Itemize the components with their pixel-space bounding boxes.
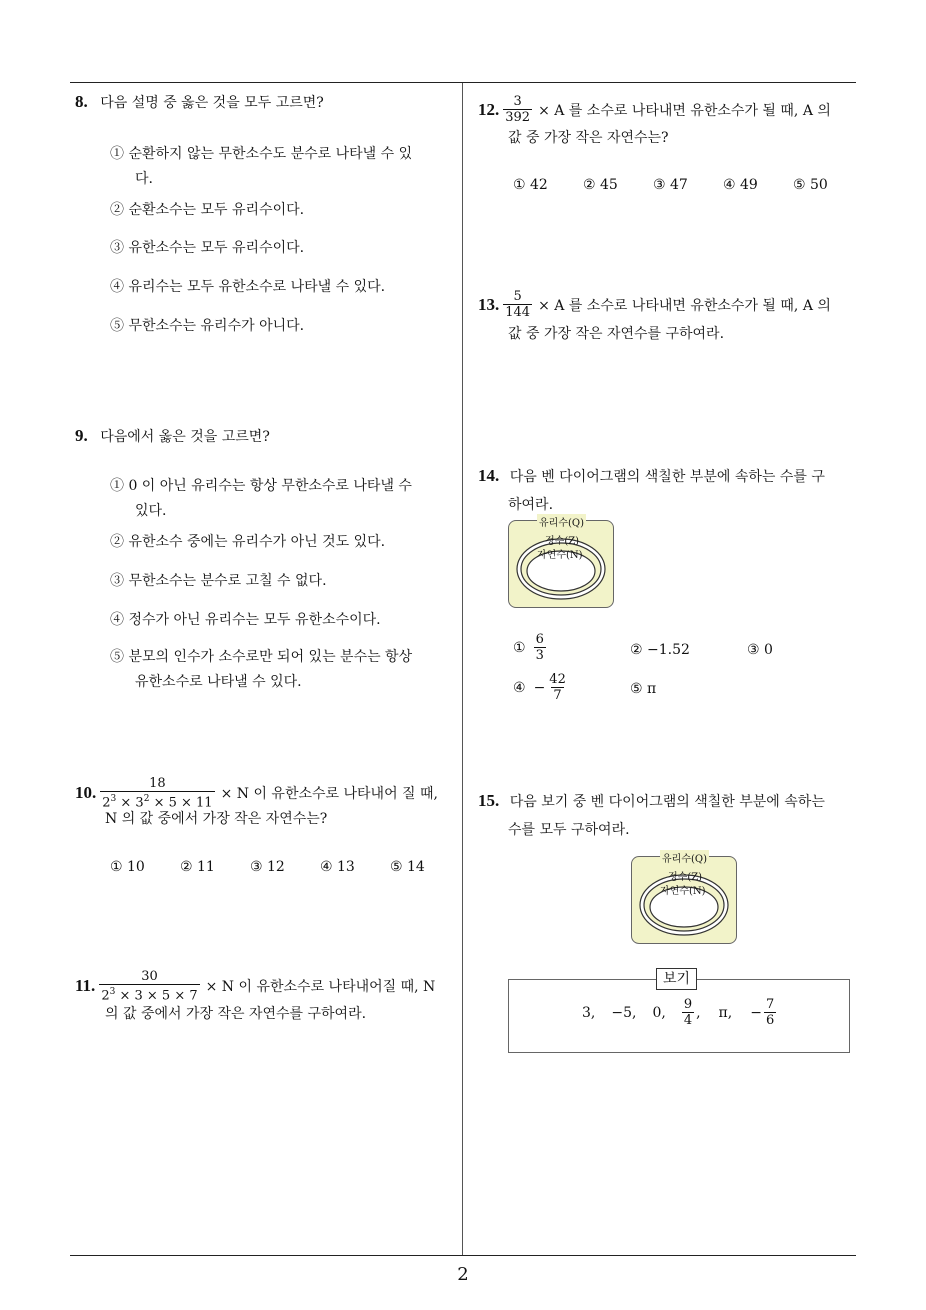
page-number: 2 xyxy=(457,1264,469,1285)
question-11 xyxy=(75,969,435,1003)
q8-option-1[interactable]: ① 순환하지 않는 무한소수도 분수로 나타낼 수 있 다. xyxy=(110,146,413,187)
question-fraction: $\frac{18}{2^3 \times 3^2 \times 5 \times 11}$ xyxy=(102,776,213,811)
fraction: $\frac{42}{7}$ xyxy=(549,672,566,703)
question-text: 다음에서 옳은 것을 고르면? xyxy=(100,429,270,445)
q8-option-5[interactable]: ⑤ 무한소수는 유리수가 아니다. xyxy=(110,318,305,334)
question-fraction: $\frac{5}{144}$ xyxy=(505,289,531,320)
question-number: 11. xyxy=(75,976,96,996)
question-number: 15. xyxy=(478,791,500,810)
bogi-value: 3, xyxy=(582,1004,596,1021)
question-fraction: $\frac{3}{392}$ xyxy=(505,94,531,125)
venn-label-integer: 정수(Z) xyxy=(545,536,580,547)
venn-label-natural: 자연수(N) xyxy=(537,550,583,561)
question-number: 12. xyxy=(478,99,500,119)
q10-option-2[interactable]: ② 11 xyxy=(180,859,215,875)
q10-option-4[interactable]: ④ 13 xyxy=(320,859,355,875)
q10-option-3[interactable]: ③ 12 xyxy=(250,859,285,875)
fraction: $\frac{6}{3}$ xyxy=(535,632,544,663)
question-12-line2: 값 중 가장 작은 자연수는? xyxy=(508,130,669,146)
question-text: × N 이 유한소수로 나타내어질 때, N xyxy=(205,979,436,996)
question-text: 다음 벤 다이어그램의 색칠한 부분에 속하는 수를 구 xyxy=(509,469,825,485)
q14-option-2[interactable]: ② −1.52 xyxy=(630,642,690,658)
q12-option-1[interactable]: ① 42 xyxy=(513,177,548,193)
bogi-values: 3, −5, 0, $\frac{9}{4}$ , π, − $\frac{7}{6}$ xyxy=(582,997,775,1028)
q8-option-4[interactable]: ④ 유리수는 모두 유한소수로 나타낼 수 있다. xyxy=(110,279,386,295)
question-number: 14. xyxy=(478,466,500,485)
venn-label-rational: 유리수(Q) xyxy=(537,514,586,529)
question-13 xyxy=(478,289,831,320)
question-text: 다음 설명 중 옳은 것을 모두 고르면? xyxy=(100,95,324,111)
q14-option-4[interactable]: ④ − $\frac{42}{7}$ xyxy=(513,672,566,703)
question-number: 10. xyxy=(75,783,97,803)
question-number: 8. xyxy=(75,92,88,111)
question-8 xyxy=(75,92,324,112)
q9-option-5[interactable]: ⑤ 분모의 인수가 소수로만 되어 있는 분수는 항상 유한소수로 나타낼 수 있다. xyxy=(110,649,413,690)
question-10 xyxy=(75,776,438,810)
question-text: 다음 보기 중 벤 다이어그램의 색칠한 부분에 속하는 xyxy=(509,794,825,810)
venn-label-natural: 자연수(N) xyxy=(660,886,706,897)
bottom-rule xyxy=(70,1255,856,1256)
question-number: 13. xyxy=(478,294,500,314)
venn-label-integer: 정수(Z) xyxy=(668,872,703,883)
fraction-denominator: $2^3 \times 3^2 \times 5 \times 11$ xyxy=(100,791,214,810)
question-12 xyxy=(478,94,831,125)
question-14-line2: 하여라. xyxy=(508,497,554,513)
top-rule xyxy=(70,82,856,83)
q14-option-3[interactable]: ③ 0 xyxy=(747,642,773,658)
q8-option-3[interactable]: ③ 유한소수는 모두 유리수이다. xyxy=(110,240,305,256)
q12-option-5[interactable]: ⑤ 50 xyxy=(793,177,828,193)
q9-option-4[interactable]: ④ 정수가 아닌 유리수는 모두 유한소수이다. xyxy=(110,612,381,628)
question-fraction: $\frac{30}{2^3 \times 3 \times 5 \times 7}$ xyxy=(101,969,198,1004)
venn-diagram-q15 xyxy=(631,856,737,944)
q9-option-2[interactable]: ② 유한소수 중에는 유리수가 아닌 것도 있다. xyxy=(110,534,386,550)
fraction-denominator: $2^3 \times 3 \times 5 \times 7$ xyxy=(99,984,199,1003)
question-number: 9. xyxy=(75,426,88,445)
q14-option-5[interactable]: ⑤ π xyxy=(630,681,657,697)
q12-option-3[interactable]: ③ 47 xyxy=(653,177,688,193)
bogi-value: π, xyxy=(718,1004,733,1021)
bogi-fraction: $\frac{9}{4}$ xyxy=(683,997,693,1028)
question-15 xyxy=(478,791,825,811)
bogi-value: 0, xyxy=(652,1004,666,1021)
q12-option-4[interactable]: ④ 49 xyxy=(723,177,758,193)
q9-option-1[interactable]: ① 0 이 아닌 유리수는 항상 무한소수로 나타낼 수 있다. xyxy=(110,478,412,519)
question-10-line2: N 의 값 중에서 가장 작은 자연수는? xyxy=(105,811,328,827)
venn-label-rational: 유리수(Q) xyxy=(660,850,709,865)
question-13-line2: 값 중 가장 작은 자연수를 구하여라. xyxy=(508,326,725,342)
question-15-line2: 수를 모두 구하여라. xyxy=(508,822,630,838)
column-divider xyxy=(462,83,463,1256)
q9-option-3[interactable]: ③ 무한소수는 분수로 고칠 수 없다. xyxy=(110,573,327,589)
q10-option-5[interactable]: ⑤ 14 xyxy=(390,859,425,875)
bogi-fraction: $\frac{7}{6}$ xyxy=(765,997,775,1028)
venn-diagram-q14 xyxy=(508,520,614,608)
q12-option-2[interactable]: ② 45 xyxy=(583,177,618,193)
question-text: × N 이 유한소수로 나타내어 질 때, xyxy=(220,786,438,803)
question-text: × A 를 소수로 나타내면 유한소수가 될 때, A 의 xyxy=(538,297,831,314)
q14-option-1[interactable]: ① $\frac{6}{3}$ xyxy=(513,632,544,663)
question-text: × A 를 소수로 나타내면 유한소수가 될 때, A 의 xyxy=(538,102,831,119)
bogi-value: −5, xyxy=(611,1004,637,1021)
q8-option-2[interactable]: ② 순환소수는 모두 유리수이다. xyxy=(110,202,305,218)
question-11-line2: 의 값 중에서 가장 작은 자연수를 구하여라. xyxy=(105,1006,367,1022)
bogi-label: 보기 xyxy=(656,968,697,990)
question-14 xyxy=(478,466,825,486)
question-9 xyxy=(75,426,270,446)
q10-option-1[interactable]: ① 10 xyxy=(110,859,145,875)
